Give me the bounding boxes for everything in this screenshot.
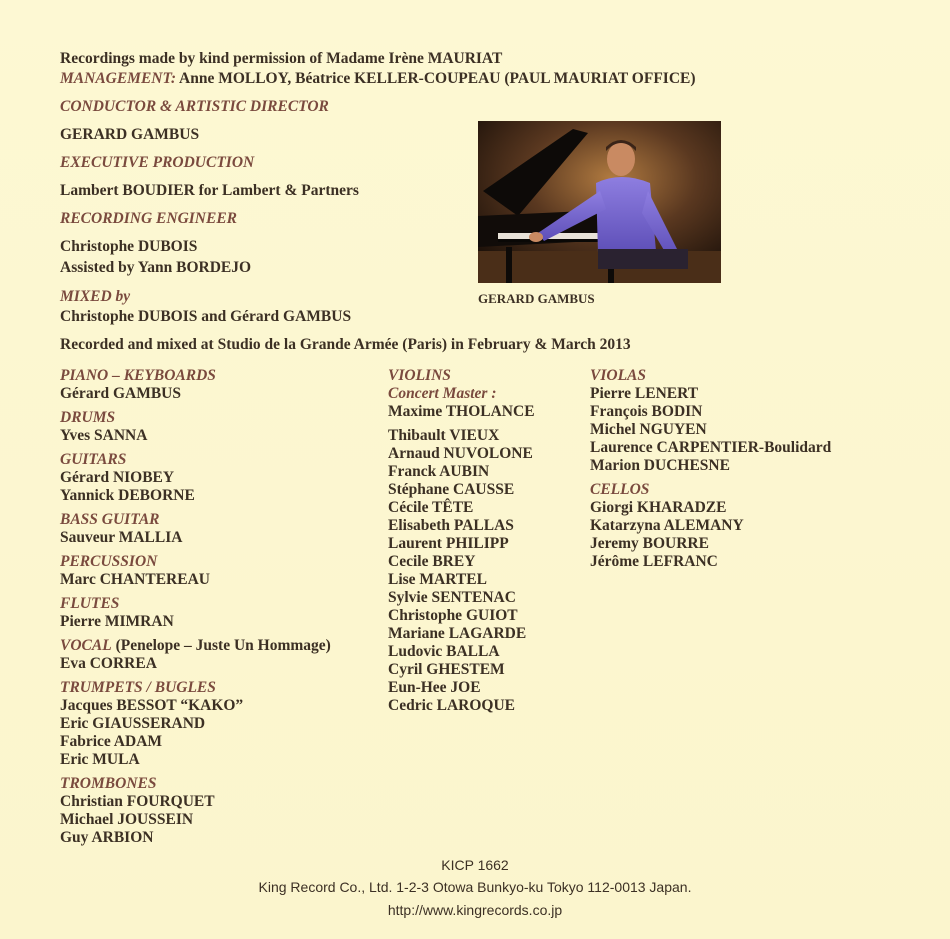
role-bass-guitar bbox=[60, 511, 331, 529]
conductor-photo bbox=[478, 121, 721, 283]
role-piano-keyboards bbox=[60, 367, 331, 385]
violinist-name: Mariane LAGARDE bbox=[388, 625, 527, 642]
violinist-name: Christophe GUIOT bbox=[388, 607, 518, 624]
musician-name: Jérôme LEFRANC bbox=[590, 553, 718, 570]
spacer bbox=[590, 571, 831, 577]
role-label: VIOLAS bbox=[590, 367, 646, 384]
management-line bbox=[60, 70, 696, 88]
role-cellos bbox=[590, 481, 831, 499]
role-label: GUITARS bbox=[60, 451, 127, 468]
role-label: VOCAL bbox=[60, 637, 112, 654]
recorded-line: Recorded and mixed at Studio de la Grande Armée (Paris) in February & March 2013 bbox=[60, 336, 631, 353]
musician-name: Guy ARBION bbox=[60, 829, 154, 846]
exec-role: EXECUTIVE PRODUCTION bbox=[60, 154, 255, 171]
role-label: TROMBONES bbox=[60, 775, 157, 792]
exec-name: Lambert BOUDIER for Lambert & Partners bbox=[60, 182, 359, 199]
musician-name: Michael JOUSSEIN bbox=[60, 811, 194, 828]
violinist-name: Sylvie SENTENAC bbox=[388, 589, 516, 606]
conductor-role: CONDUCTOR & ARTISTIC DIRECTOR bbox=[60, 98, 329, 115]
column-violins bbox=[388, 367, 535, 715]
musician-name: Sauveur MALLIA bbox=[60, 529, 183, 546]
role-label: FLUTES bbox=[60, 595, 120, 612]
concert-master-label: Concert Master : bbox=[388, 385, 497, 402]
role-trombones bbox=[60, 775, 331, 793]
engineer-role: RECORDING ENGINEER bbox=[60, 210, 238, 227]
violinist-name: Eun-Hee JOE bbox=[388, 679, 481, 696]
label-url[interactable]: http://www.kingrecords.co.jp bbox=[387, 902, 563, 918]
violinist-name: Stéphane CAUSSE bbox=[388, 481, 515, 498]
violinist-name: Cyril GHESTEM bbox=[388, 661, 505, 678]
catalog-number: KICP 1662 bbox=[441, 857, 509, 873]
musician-name: Yannick DEBORNE bbox=[60, 487, 195, 504]
permission-line: Recordings made by kind permission of Madame Irène MAURIAT bbox=[60, 50, 503, 67]
musician-name: Jeremy BOURRE bbox=[590, 535, 709, 552]
role-trumpets-bugles bbox=[60, 679, 331, 697]
piano-scene-illustration bbox=[478, 121, 721, 283]
violinist-name: Thibault VIEUX bbox=[388, 427, 500, 444]
musician-name: Eric GIAUSSERAND bbox=[60, 715, 206, 732]
musician-name: Yves SANNA bbox=[60, 427, 148, 444]
mixed-names: Christophe DUBOIS and Gérard GAMBUS bbox=[60, 308, 352, 325]
musician-name: Michel NGUYEN bbox=[590, 421, 707, 438]
role-note: (Penelope – Juste Un Hommage) bbox=[111, 637, 331, 654]
conductor-name: GERARD GAMBUS bbox=[60, 126, 200, 143]
musician-name: Fabrice ADAM bbox=[60, 733, 163, 750]
musician-name: Pierre MIMRAN bbox=[60, 613, 174, 630]
musician-name: Eric MULA bbox=[60, 751, 140, 768]
musician-name: Giorgi KHARADZE bbox=[590, 499, 727, 516]
column-strings bbox=[590, 367, 831, 577]
musician-name: Gérard NIOBEY bbox=[60, 469, 175, 486]
violinist-name: Laurent PHILIPP bbox=[388, 535, 509, 552]
role-drums bbox=[60, 409, 331, 427]
violinist-name: Ludovic BALLA bbox=[388, 643, 500, 660]
role-label: TRUMPETS / BUGLES bbox=[60, 679, 216, 696]
musician-name: Laurence CARPENTIER-Boulidard bbox=[590, 439, 832, 456]
management-names: Anne MOLLOY, Béatrice KELLER-COUPEAU (PAUL MAURIAT OFFICE) bbox=[175, 70, 696, 87]
engineer-name: Christophe DUBOIS bbox=[60, 238, 198, 255]
violinist-name: Elisabeth PALLAS bbox=[388, 517, 514, 534]
musician-name: Marion DUCHESNE bbox=[590, 457, 730, 474]
musician-name: Gérard GAMBUS bbox=[60, 385, 181, 402]
musician-name: Jacques BESSOT “KAKO” bbox=[60, 697, 244, 714]
spacer bbox=[60, 847, 331, 853]
violin-list bbox=[388, 427, 535, 715]
musician-name: Christian FOURQUET bbox=[60, 793, 215, 810]
violinist-name: Cécile TÊTE bbox=[388, 499, 474, 516]
mixed-role: MIXED by bbox=[60, 288, 131, 305]
violins-role: VIOLINS bbox=[388, 367, 451, 384]
role-label: PERCUSSION bbox=[60, 553, 158, 570]
violinist-name: Lise MARTEL bbox=[388, 571, 487, 588]
musician-name: Katarzyna ALEMANY bbox=[590, 517, 744, 534]
role-label: BASS GUITAR bbox=[60, 511, 160, 528]
role-violas bbox=[590, 367, 831, 385]
label-address: King Record Co., Ltd. 1-2-3 Otowa Bunkyo-ku Tokyo 112-0013 Japan. bbox=[258, 879, 692, 895]
role-guitars bbox=[60, 451, 331, 469]
role-vocal bbox=[60, 637, 331, 655]
management-role: MANAGEMENT: bbox=[60, 70, 176, 87]
musician-name: François BODIN bbox=[590, 403, 703, 420]
musician-name: Marc CHANTEREAU bbox=[60, 571, 210, 588]
role-flutes bbox=[60, 595, 331, 613]
violinist-name: Cecile BREY bbox=[388, 553, 476, 570]
violinist-name: Cedric LAROQUE bbox=[388, 697, 516, 714]
violinist-name: Franck AUBIN bbox=[388, 463, 490, 480]
column-rhythm-brass bbox=[60, 367, 331, 853]
role-label: DRUMS bbox=[60, 409, 116, 426]
role-label: PIANO – KEYBOARDS bbox=[60, 367, 216, 384]
musician-name: Eva CORREA bbox=[60, 655, 157, 672]
role-label: CELLOS bbox=[590, 481, 650, 498]
photo-caption: GERARD GAMBUS bbox=[478, 291, 595, 306]
concert-master-name: Maxime THOLANCE bbox=[388, 403, 535, 420]
violinist-name: Arnaud NUVOLONE bbox=[388, 445, 533, 462]
role-percussion bbox=[60, 553, 331, 571]
musician-name: Pierre LENERT bbox=[590, 385, 699, 402]
engineer-assist: Assisted by Yann BORDEJO bbox=[60, 259, 252, 276]
